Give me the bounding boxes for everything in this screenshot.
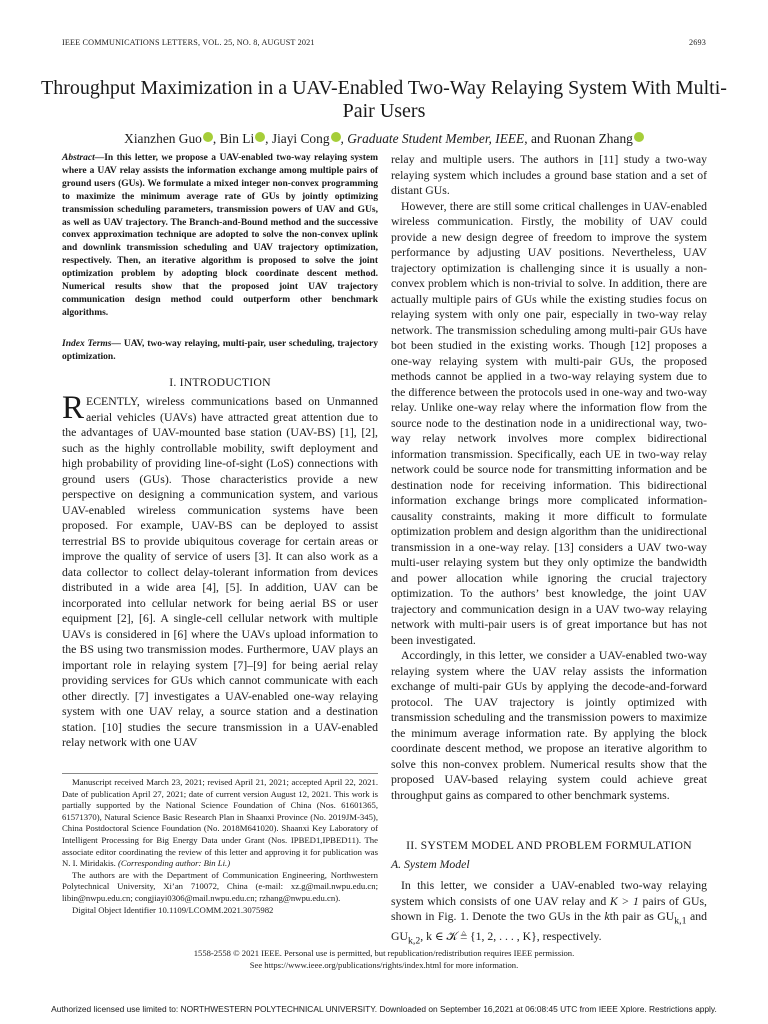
author-role: , Graduate Student Member, IEEE (340, 131, 525, 146)
introduction-body (62, 390, 378, 751)
copyright-notice (62, 948, 706, 971)
footnote-corresponding: (Corresponding author: Bin Li.) (115, 858, 231, 869)
journal-name: IEEE COMMUNICATIONS LETTERS, VOL. 25, NO. 8, AUGUST 2021 (62, 38, 315, 47)
footnote-affiliation: The authors are with the Department of Communication Engineering, Northwestern Polytechnical University, Xi’an 710072, China (e-mail: xz.g@mail.nwpu.edu.cn; libin@nwpu.edu.cn; congjiayi0306@mail.nwpu.edu.cn; rzhang@nwpu.edu.cn). (62, 869, 378, 903)
orcid-icon[interactable] (203, 132, 213, 142)
running-header (62, 38, 706, 50)
paragraph: Accordingly, in this letter, we consider a UAV-enabled two-way relaying system where the UAV relay assists the information exchange of multi-pair GUs by applying the decode-and-forward protocol. The UAV trajectory is jointly optimized with transmission scheduling and the transmission powers to maximize the minimum average information rate. By applying the block coordinate descent method, we propose an iterative algorithm to solve this non-convex problem. Numerical results show that the proposed UAV-based relaying system could achieve great throughput gains as compared to other benchmark systems. (391, 649, 707, 802)
text-run: pairs of GUs, shown in Fig. 1. Denote the two GUs in the (391, 894, 707, 923)
footnote-manuscript: Manuscript received March 23, 2021; revised April 21, 2021; accepted April 22, 2021. Date of publication April 27, 2021; date of current version August 12, 2021. This work is partially supported by the National Science Foundation of China (Nos. 61601365, 61571370), Natural Science Basic Research Plan in Shaanxi Province (No. 2019JM-345), China Postdoctoral Science Foundation (No. 2018M641020). Shaanxi Key Laboratory of Intelligent Processing for Big Energy Data under Grant (Nos. IPBED1,IPBED11). The associate editor coordinating the review of this letter and approving it for publication was N. I. Miridakis. (62, 777, 378, 869)
footnote-doi: Digital Object Identifier 10.1109/LCOMM.2021.3075982 (72, 904, 274, 915)
index-terms (62, 338, 378, 364)
math-subscript: k,2 (407, 935, 421, 947)
system-model-body (391, 878, 707, 949)
math-inline: K > 1 (609, 894, 639, 908)
author-name: , and Ruonan Zhang (524, 131, 633, 146)
license-notice: Authorized licensed use limited to: NORTHWESTERN POLYTECHNICAL UNIVERSITY. Downloaded on September 16,2021 at 06:08:45 UTC from IEEE Xplore. Restrictions apply. (51, 1004, 717, 1014)
text-run: th pair as GU (609, 910, 675, 923)
copyright-line: 1558-2558 © 2021 IEEE. Personal use is permitted, but republication/redistribution requires IEEE permission. (193, 948, 575, 958)
math-subscript: k,1 (674, 915, 687, 927)
subsection-heading: A. System Model (391, 858, 470, 871)
abstract (62, 152, 378, 320)
paper-title: Throughput Maximization in a UAV-Enabled Two-Way Relaying System With Multi-Pair Users (41, 77, 727, 122)
text-run: , k ∈ 𝒦 ≜ {1, 2, . . . , K}, respectively. (420, 929, 602, 943)
column-two-body (391, 152, 707, 803)
text-run: In this letter, we consider a UAV-enabled two-way relaying system which consists of one UAV relay and (391, 879, 707, 908)
author-name: , Jiayi Cong (265, 131, 330, 146)
index-terms-text: UAV, two-way relaying, multi-pair, user scheduling, trajectory optimization. (62, 339, 378, 362)
math-inline: k (604, 910, 610, 923)
section-heading: I. INTRODUCTION (169, 376, 271, 389)
paragraph: relay and multiple users. The authors in [11] study a two-way relaying system which includes a ground base station and a set of distant GUs. (391, 153, 707, 197)
copyright-line: See https://www.ieee.org/publications/rights/index.html for more information. (249, 959, 519, 970)
intro-text: ECENTLY, wireless communications based on Unmanned aerial vehicles (UAVs) have attracted great attention due to the advantages of UAV-mounted base station (UAV-BS) [1], [2], such as the highly controllable mobility, swift deployment and high probability of providing line-of-sight (LoS) connections with ground users (GUs). Those characteristics provide a new perspective on designing a communication system, and various UAV-enabled wireless communication systems have been proposed. For example, UAV-BS can be deployed to assist terrestrial BS to provide ubiquitous coverage for certain areas or improve the quality of service of users [3]. It can also work as a data collector to collect delay-tolerant information from devices distributed in a wide area [4], [5]. In addition, UAV can be incorporated into cellular network for being aerial BS or user equipment [2], [6]. A single-cell cellular network with multiple UAVs is considered in [6] where the UAVs upload information to the BS using two transmission modes. Furthermore, UAV plays an important role in relaying system [7]–[9] for being aerial relay providing services for GUs which cannot communicate with each other directly. [7] investigates a UAV-enabled one-way relaying system with one UAV relay, a source station and a destination station. [10] studies the secure transmission in a UAV-enabled relay network with one UAV (62, 395, 378, 749)
text-run: and GU (391, 910, 707, 943)
section-heading: II. SYSTEM MODEL AND PROBLEM FORMULATION (406, 839, 692, 852)
drop-cap: R (62, 390, 85, 426)
orcid-icon[interactable] (255, 132, 265, 142)
author-name: , Bin Li (212, 131, 255, 146)
page-number: 2693 (689, 38, 706, 47)
abstract-label: Abstract— (62, 153, 105, 163)
footnote-rule (62, 773, 378, 774)
author-name: Xianzhen Guo (124, 131, 202, 146)
paragraph (391, 878, 707, 949)
orcid-icon[interactable] (634, 132, 644, 142)
index-terms-label: Index Terms— (62, 339, 121, 349)
orcid-icon[interactable] (331, 132, 341, 142)
footnote (62, 777, 378, 916)
abstract-text: In this letter, we propose a UAV-enabled two-way relaying system where a UAV relay assists the information exchange among multiple pairs of ground users (GUs). We formulate a mixed integer non-convex programming to maximize the minimum average rate of GUs by jointly optimizing transmission scheduling parameters, transmission powers of UAV and GUs, as well as UAV trajectory. The Branch-and-Bound method and the successive convex approximation technique are adopted to solve the non-convex uplink and downlink transmission scheduling and UAV trajectory optimization, respectively. Then, an iterative algorithm is proposed to solve the joint optimization problem by adopting block coordinate descent method. Numerical results show that the proposed joint UAV trajectory communication design method could outperform other benchmark algorithms. (62, 153, 378, 318)
paragraph: However, there are still some critical challenges in UAV-enabled wireless communication. Firstly, the mobility of UAV could provide a new design degree of freedom to improve the system performance by adjusting UAV positions. Nevertheless, UAV trajectory optimization is challenging since it is usually a non-convex problem which is non-trivial to solve. In addition, there are actually multiple pairs of GUs while the existing studies focus on relaying system with only one pair, especially in two-way relay network. The transmission scheduling among multi-pair GUs have bot been studied in the existing works. Though [12] proposes a one-way relaying system with multi-pair GUs, the proposed methods cannot be applied in a two-way relaying system due to the difference between the protocols used in one-way and two-way relay. Unlike one-way relay where the information flow from the source node to the destination node in a unidirectional way, two-way relay network involves more complex bidirectional information transmission. Specifically, each UE in two-way relay network could be source node for transmitting information and be destination node for receiving information. This bidirectional information exchange brings more complicated information-causality constraints, making it more difficult to formulate optimization problem and design algorithm than the unidirectional transmission in a one-way relay. [13] considers a UAV two-way multi-user relaying system but they only optimize the bandwidth and power allocation while ignoring the crucial trajectory optimization. To the authors’ best knowledge, the joint UAV trajectory and communication design in a UAV two-way relaying network with multi-pair users is of great importance but has not been investigated. (391, 199, 707, 647)
author-list (40, 131, 728, 147)
